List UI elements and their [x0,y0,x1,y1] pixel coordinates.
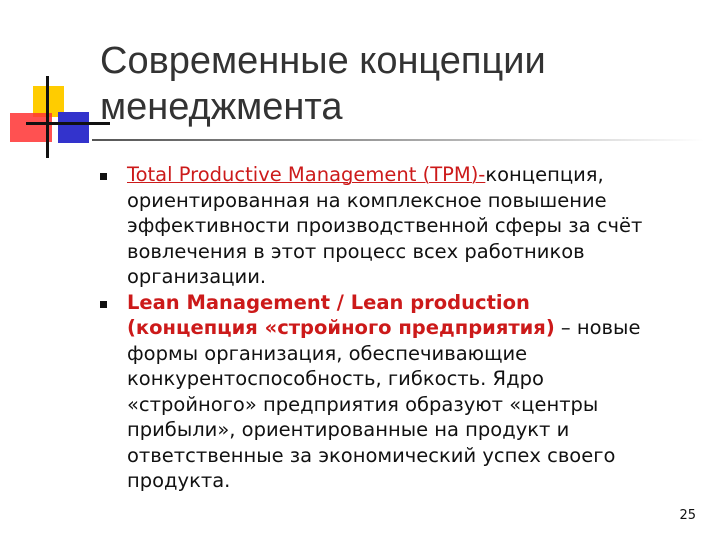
tpm-description: концепция, ориентированная на комплексное повышение эффективности производственной сферы за счёт вовлечения в этот процесс всех работников организации. [127,163,643,288]
bullet-item-lean [100,290,660,494]
bullet-item-tpm [100,162,660,290]
bullet-list [100,162,660,494]
slide-title-line1: Современные концепции [100,40,546,82]
lean-term-line2: (концепция «стройного предприятия) [127,316,555,339]
slide-title [100,38,700,130]
tpm-term: Total Productive Management (TPM)- [127,163,486,186]
decorative-logo [0,0,110,170]
title-divider [92,139,704,141]
logo-blue-square [58,112,89,143]
logo-horizontal-line [26,122,110,125]
slide-title-line2: менеджмента [100,86,343,128]
bullet-square-icon [100,173,107,180]
page-number: 25 [679,508,696,523]
logo-vertical-line [46,76,49,158]
bullet-square-icon [100,301,107,308]
lean-term-line1: Lean Management / Lean production [127,290,530,314]
lean-description: – новые формы организация, обеспечивающие конкурентоспособность, гибкость. Ядро «стройного» предприятия образуют «центры прибыли», ориентированные на продукт и ответственные за экономический успех своего продукта. [127,316,641,492]
